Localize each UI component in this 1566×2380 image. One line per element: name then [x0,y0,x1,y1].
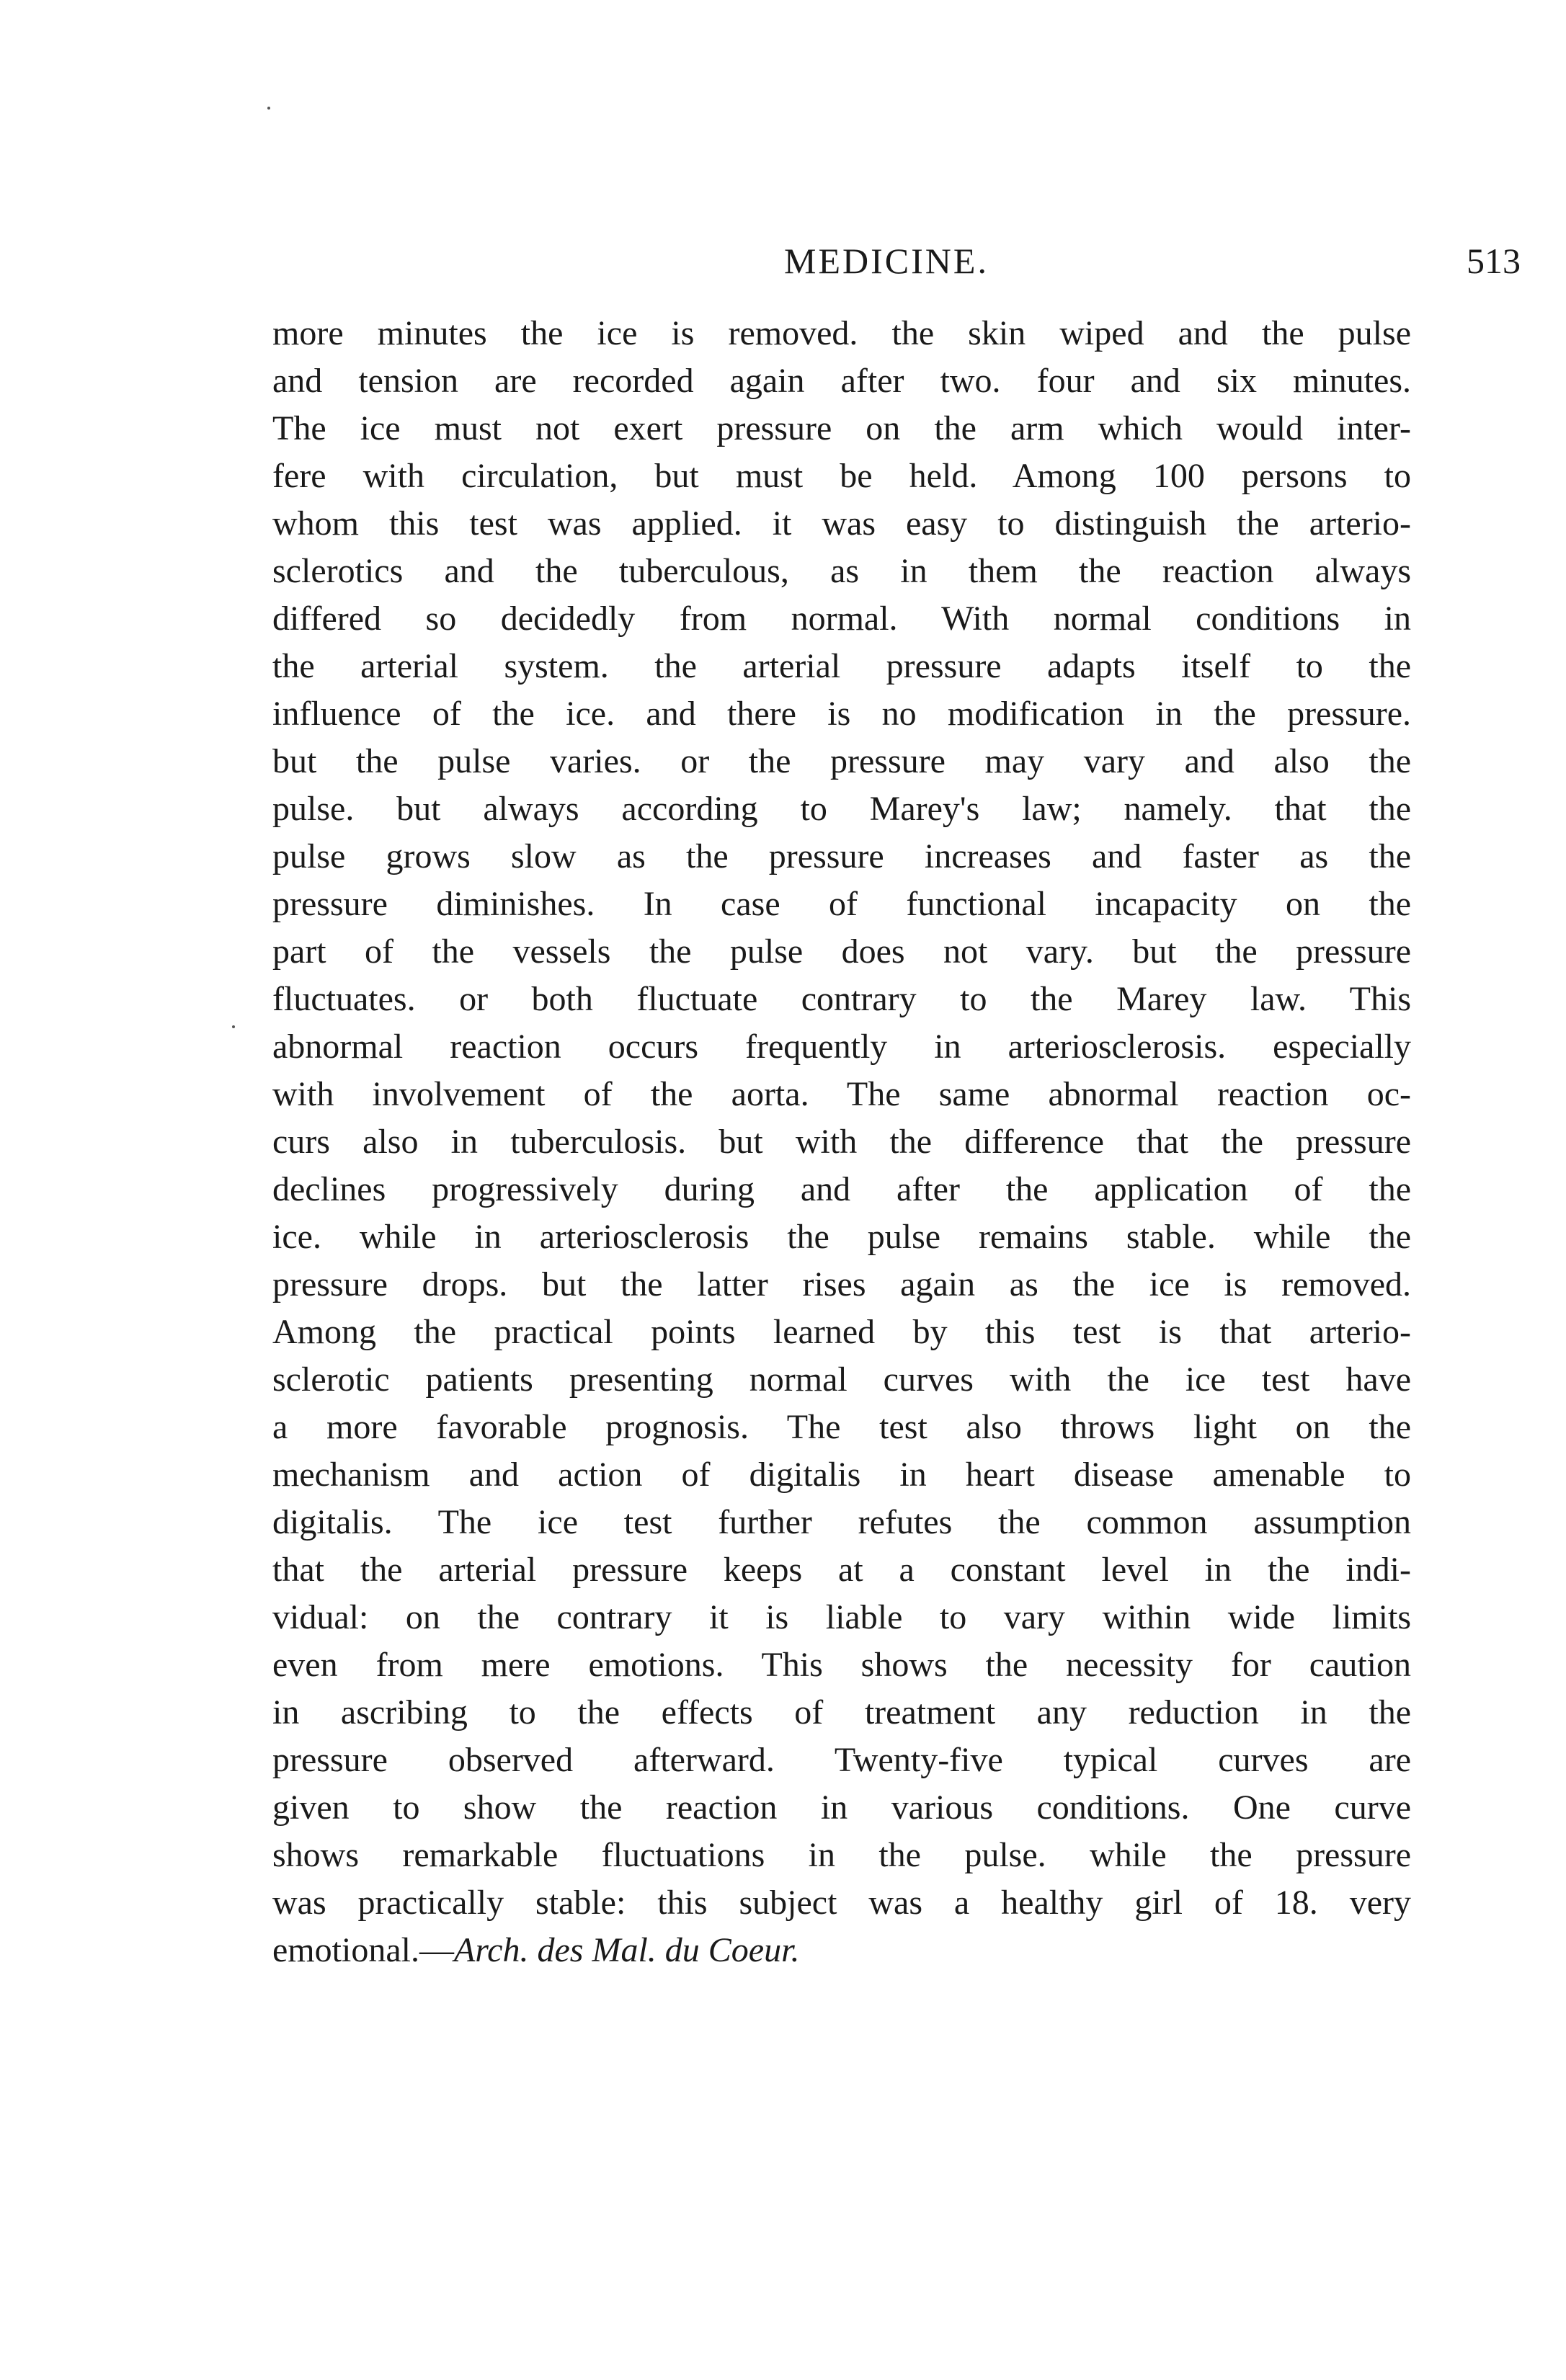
text-line: digitalis. The ice test further refutes the common assumption [272,1503,1411,1541]
text-line: a more favorable prognosis. The test also throws light on the [272,1408,1411,1446]
text-line: with involvement of the aorta. The same abnormal reaction oc- [272,1075,1411,1113]
text-line: mechanism and action of digitalis in heart disease amenable to [272,1456,1411,1494]
text-line: abnormal reaction occurs frequently in arteriosclerosis. especially [272,1028,1411,1066]
scan-speck [232,1025,235,1028]
text-line: but the pulse varies. or the pressure may vary and also the [272,742,1411,780]
text-line: Among the practical points learned by this test is that arterio- [272,1313,1411,1351]
source-citation: Arch. des Mal. du Coeur. [453,1931,800,1969]
text-line: more minutes the ice is removed. the skin wiped and the pulse [272,314,1411,352]
text-line: The ice must not exert pressure on the arm which would inter- [272,409,1411,447]
running-head: MEDICINE. [784,241,989,281]
text-line: pressure diminishes. In case of functional incapacity on the [272,885,1411,923]
final-line-text: emotional.— [272,1931,454,1969]
text-line: declines progressively during and after the application of the [272,1170,1411,1208]
text-line: sclerotics and the tuberculous, as in them the reaction always [272,552,1411,590]
text-line: pulse. but always according to Marey's law; namely. that the [272,790,1411,828]
text-line: that the arterial pressure keeps at a constant level in the indi- [272,1551,1411,1589]
body-paragraph [272,310,1411,1974]
text-line: and tension are recorded again after two. four and six minutes. [272,362,1411,400]
text-line: pressure observed afterward. Twenty-five typical curves are [272,1741,1411,1779]
text-line: pulse grows slow as the pressure increases and faster as the [272,837,1411,875]
text-line: fere with circulation, but must be held. Among 100 persons to [272,457,1411,495]
text-line: in ascribing to the effects of treatment any reduction in the [272,1693,1411,1731]
scan-speck [267,107,270,110]
text-line: vidual: on the contrary it is liable to vary within wide limits [272,1598,1411,1636]
text-line: shows remarkable fluctuations in the pulse. while the pressure [272,1836,1411,1874]
text-line: the arterial system. the arterial pressure adapts itself to the [272,647,1411,685]
final-line [272,1927,1411,1974]
text-line: sclerotic patients presenting normal curves with the ice test have [272,1360,1411,1399]
text-line: given to show the reaction in various conditions. One curve [272,1788,1411,1827]
page-number: 513 [1467,241,1521,281]
page-header [252,240,1521,283]
text-line: differed so decidedly from normal. With normal conditions in [272,600,1411,638]
text-line: curs also in tuberculosis. but with the difference that the pressure [272,1123,1411,1161]
text-line: was practically stable: this subject was a healthy girl of 18. very [272,1884,1411,1922]
text-line: whom this test was applied. it was easy to distinguish the arterio- [272,504,1411,543]
text-line: even from mere emotions. This shows the necessity for caution [272,1646,1411,1684]
text-line: part of the vessels the pulse does not vary. but the pressure [272,932,1411,971]
text-line: pressure drops. but the latter rises again as the ice is removed. [272,1265,1411,1303]
text-line: ice. while in arteriosclerosis the pulse remains stable. while the [272,1218,1411,1256]
text-line: influence of the ice. and there is no modification in the pressure. [272,695,1411,733]
text-line: fluctuates. or both fluctuate contrary to the Marey law. This [272,980,1411,1018]
